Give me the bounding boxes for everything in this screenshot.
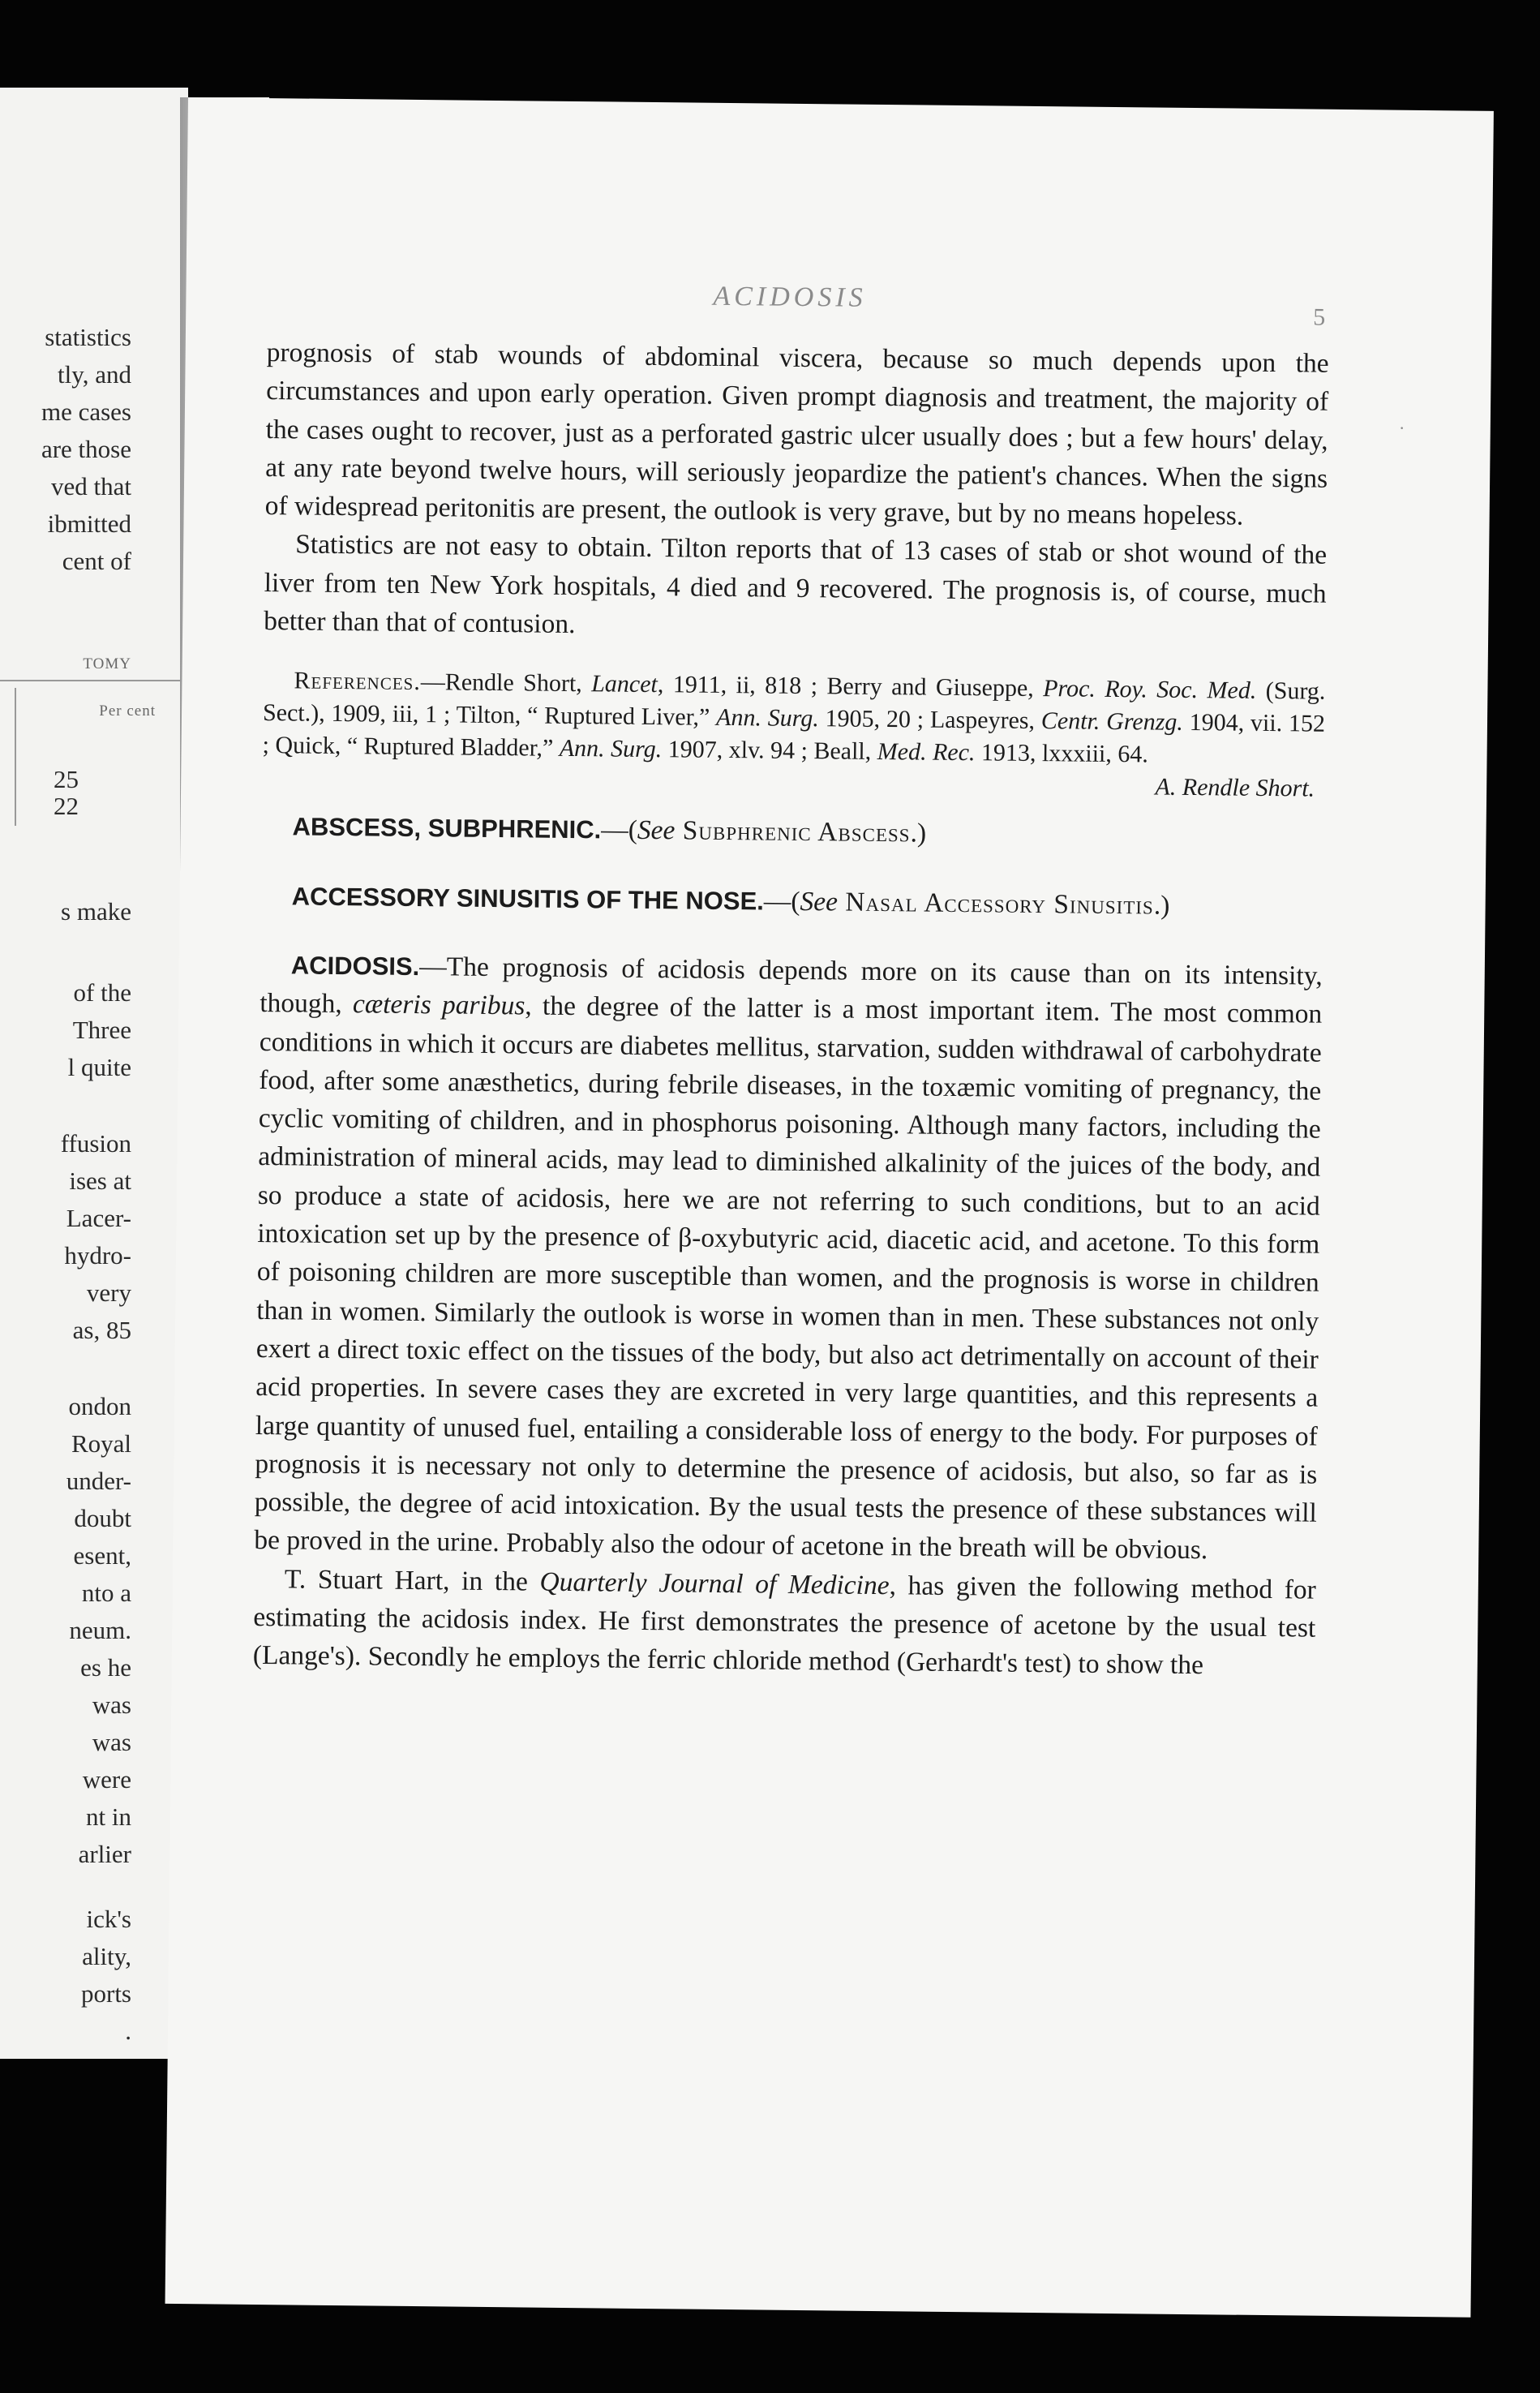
references-label: References.: [294, 667, 421, 696]
left-line: under-: [66, 1467, 131, 1495]
entry-heading: ACCESSORY SINUSITIS OF THE NOSE.: [291, 882, 765, 916]
left-line: ondon: [68, 1392, 131, 1420]
left-line: doubt: [74, 1504, 131, 1532]
left-line: hydro-: [64, 1241, 131, 1270]
cross-reference-entry: ACCESSORY SINUSITIS OF THE NOSE.—(See Nasal Accessory Sinusitis.): [291, 882, 1170, 921]
left-line: of the: [73, 978, 131, 1007]
page-number: 5: [1313, 303, 1326, 331]
left-line: es he: [80, 1653, 131, 1682]
paragraph: T. Stuart Hart, in the Quarterly Journal of Medicine, has given the following method for estimating the acidosis index. He first demonstrates the presence of acetone by the usual test (Lange's). Secondly he employs the ferric chloride method (Gerhardt's test) to show the: [252, 1564, 1317, 1681]
left-line: Lacer-: [66, 1204, 131, 1232]
paragraph: prognosis of stab wounds of abdominal viscera, because so much depends upon the circumstances and upon early operation. Given prompt diagnosis and treatment, the majority of the cases ought to recover, just as a perforated gastric ulcer usually does ; but a few hours' delay, at any rate beyond twelve hours, will seriously jeopardize the patient's chances. When the signs of widespread peritonitis are present, the outlook is very grave, but by no means hopeless.: [264, 337, 1329, 531]
cross-reference-target: Subphrenic Abscess: [675, 815, 911, 849]
left-table-header: Per cent: [99, 702, 156, 720]
left-line: cent of: [62, 547, 131, 575]
left-line: ick's: [86, 1905, 131, 1933]
entry-heading: ABSCESS, SUBPHRENIC.: [292, 812, 602, 844]
author-signature: A. Rendle Short.: [1155, 773, 1315, 802]
cross-reference-target: Nasal Accessory Sinusitis: [837, 887, 1155, 921]
left-line: ibmitted: [47, 509, 131, 538]
left-line: was: [92, 1728, 131, 1756]
left-line: Three: [72, 1016, 131, 1044]
book-page: [165, 97, 1494, 2318]
left-line: s make: [61, 897, 131, 926]
scan-speck: ·: [1399, 418, 1405, 438]
left-line: very: [86, 1278, 131, 1307]
left-line: ffusion: [60, 1129, 131, 1158]
references: References.—Rendle Short, Lancet, 1911, ii, 818 ; Berry and Giuseppe, Proc. Roy. Soc. Med. (Surg. Sect.), 1909, iii, 1 ; Tilton, “ Ruptured Liver,” Ann. Surg. 1905, 20 ; Laspeyres, Centr. Grenzg. 1904, vii. 152 ; Quick, “ Ruptured Bladder,” Ann. Surg. 1907, xlv. 94 ; Beall, Med. Rec. 1913, lxxxiii, 64.: [262, 667, 1326, 768]
left-line: ality,: [82, 1942, 131, 1970]
left-line: .: [125, 2017, 131, 2045]
left-line: arlier: [78, 1840, 131, 1868]
left-line: are those: [41, 435, 131, 463]
left-table-value: 22: [54, 792, 79, 820]
left-line: ved that: [51, 472, 131, 501]
page-body: [253, 333, 1329, 1686]
left-line: as, 85: [72, 1316, 131, 1344]
left-line: were: [82, 1765, 131, 1794]
left-line: nt in: [86, 1802, 131, 1831]
paragraph: Statistics are not easy to obtain. Tilton reports that of 13 cases of stab or shot wound of the liver from ten New York hospitals, 4 died and 9 recovered. The prognosis is, of course, much better than that of contusion.: [264, 529, 1328, 640]
left-table-title: TOMY: [83, 655, 131, 672]
left-line: nto a: [81, 1579, 131, 1607]
left-line: l quite: [67, 1053, 131, 1081]
left-facing-page: [0, 88, 188, 2059]
left-table-value: 25: [54, 765, 79, 793]
left-line: neum.: [69, 1616, 131, 1644]
left-line: ises at: [69, 1166, 131, 1195]
left-line: esent,: [73, 1541, 131, 1570]
left-line: Royal: [71, 1429, 131, 1458]
left-line: statistics: [45, 323, 131, 351]
left-line: tly, and: [58, 360, 131, 389]
left-line: ports: [81, 1979, 131, 2008]
left-line: me cases: [41, 397, 131, 426]
left-table-rule: [0, 680, 188, 681]
left-table-divider: [15, 688, 16, 826]
left-line: was: [92, 1691, 131, 1719]
acidosis-entry: ACIDOSIS.—The prognosis of acidosis depends more on its cause than on its intensity, though, cæteris paribus, the degree of the latter is a most important item. The most common conditions in which it occurs are diabetes mellitus, starvation, sudden withdrawal of carbohydrate food, after some anæsthetics, during febrile diseases, in the toxæmic vomiting of pregnancy, the cyclic vomiting of children, and in phosphorus poisoning. Although many factors, including the administration of mineral acids, may lead to diminished alkalinity of the juices of the body, and so produce a state of acidosis, here we are not referring to such conditions, but to an acid intoxication set up by the presence of β-oxybutyric acid, diacetic acid, and acetone. To this form of poisoning children are more susceptible than women, and the prognosis is worse in children than in women. Similarly the outlook is worse in women than in men. These substances not only exert a direct toxic effect on the tissues of the body, but also act detrimentally on account of their acid properties. In severe cases they are excreted in very large quantities, and this represents a large quantity of unused fuel, entailing a considerable loss of energy to the body. For purposes of prognosis it is necessary not only to determine the presence of acidosis, but also, so far as is possible, the degree of acid intoxication. By the usual tests the presence of these substances will be proved in the urine. Probably also the odour of acetone in the breath will be obvious.: [254, 951, 1323, 1566]
entry-heading: ACIDOSIS.: [290, 951, 420, 982]
cross-reference-entry: ABSCESS, SUBPHRENIC.—(See Subphrenic Abscess.): [292, 812, 927, 849]
running-head: ACIDOSIS: [713, 281, 867, 313]
